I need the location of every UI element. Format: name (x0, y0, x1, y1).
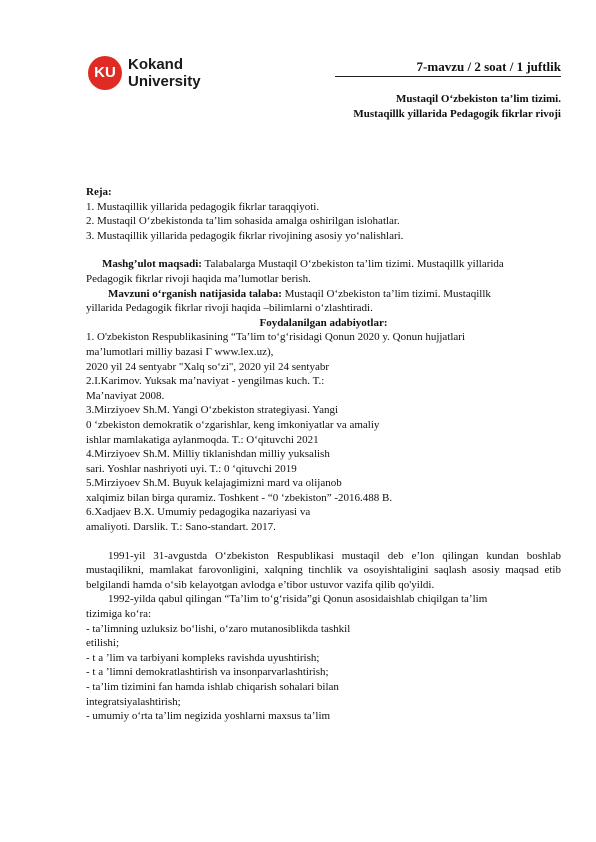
reja-item: 2. Mustaqil O‘zbekistonda ta’lim sohasida amalga oshirilgan islohatlar. (86, 215, 400, 228)
topic-label: 7-mavzu / 2 soat / 1 juftlik (416, 59, 561, 74)
title-line-1: Mustaqil O‘zbekiston ta’lim tizimi. (396, 93, 561, 105)
goal-text-2: Pedagogik fikrlar rivoji haqida ma’lumotlar berish. (86, 272, 311, 285)
document-body (86, 185, 561, 724)
logo-line1: Kokand (128, 56, 184, 73)
literature-line: 2.I.Karimov. Yuksak ma’naviyat - yengilmas kuch. T.: (86, 375, 325, 388)
spacer (86, 535, 561, 549)
bullet-line: - umumiy o‘rta ta’lim negizida yoshlarni maxsus ta’lim (86, 710, 331, 723)
literature-line: ishlar mamlakatiga aylanmoqda. T.: O‘qituvchi 2021 (86, 433, 319, 446)
reja-item: 1. Mustaqillik yillarida pedagogik fikrlar taraqqiyoti. (86, 200, 320, 213)
logo-mark: KU (94, 64, 116, 81)
literature-line: 0 ‘zbekiston demokratik o‘zgarishlar, keng imkoniyatlar va amaliy (86, 418, 380, 431)
header-rule (335, 76, 561, 77)
literature-line: 1. O'zbekiston Respublikasining “Ta’lim to‘g‘risidagi Qonun 2020 y. Qonun hujjatlari (86, 331, 466, 344)
bullet-line: integratsiyalashtirish; (86, 695, 181, 708)
bullet-line: - t a ’limni demokratlashtirish va insonparvarlashtirish; (86, 666, 329, 679)
literature-line: 6.Xadjaev B.X. Umumiy pedagogika nazariyasi va (86, 506, 311, 519)
goal-label: Mashg’ulot maqsadi: (102, 258, 202, 271)
goal-paragraph (86, 257, 561, 272)
university-logo (88, 52, 238, 96)
bullet-line: - ta’limning uzluksiz bo‘lishi, o‘zaro mutanosiblikda tashkil (86, 622, 351, 635)
literature-line: 2020 yil 24 sentyabr "Xalq so‘zi", 2020 yil 24 sentyabr (86, 360, 329, 373)
literature-line: sari. Yoshlar nashriyoti uyi. T.: 0 ‘qituvchi 2019 (86, 462, 297, 475)
title-line-2: Mustaqillk yillarida Pedagogik fikrlar rivoji (353, 108, 561, 120)
bullet-line: - t a ’lim va tarbiyani kompleks ravishda uyushtirish; (86, 651, 320, 664)
literature-line: 5.Mirziyoev Sh.M. Buyuk kelajagimizni mard va olijanob (86, 477, 342, 490)
outcome-label: Mavzuni o‘rganish natijasida talaba: (108, 287, 282, 300)
outcome-text-2: yillarida Pedagogik fikrlar rivoji haqida –bilimlarni o‘zlashtiradi. (86, 302, 373, 315)
paragraph-law-line-2: tizimiga ko‘ra: (86, 608, 152, 621)
literature-line: Ma’naviyat 2008. (86, 389, 165, 402)
literature-line: 4.Mirziyoev Sh.M. Milliy tiklanishdan milliy yuksalish (86, 448, 330, 461)
spacer (86, 243, 561, 257)
reja-label: Reja: (86, 186, 112, 198)
paragraph-independence: 1991-yil 31-avgustda O‘zbekiston Respublikasi mustaqil deb e’lon qilingan kundan boshlab mustaqilikni, mamlakat farovonligini, xalqning tinchlik va osoyishtaligini saqlash asosiy maqsad etib belgilandi hamda o‘sib kelayotgan avlodga e’tibor ustuvor vazifa qilib qo'yildi. (86, 549, 561, 591)
literature-line: xalqimiz bilan birga quramiz. Toshkent - “0 ‘zbekiston” -2016.488 B. (86, 491, 393, 504)
literature-line: amaliyoti. Darslik. T.: Sano-standart. 2017. (86, 521, 276, 534)
logo-line2: University (128, 73, 201, 90)
literature-label: Foydalanilgan adabiyotlar: (259, 316, 388, 329)
goal-text: Talabalarga Mustaqil O‘zbekiston ta’lim tizimi. Mustaqillk yillarida (201, 258, 504, 271)
document-title (300, 92, 561, 122)
outcome-text: Mustaqil O‘zbekiston ta’lim tizimi. Mustaqillk (281, 287, 491, 300)
literature-line: 3.Mirziyoev Sh.M. Yangi O‘zbekiston strategiyasi. Yangi (86, 404, 339, 417)
outcome-paragraph (86, 287, 561, 302)
bullet-line: etilishi; (86, 637, 119, 650)
bullet-line: - ta’lim tizimini fan hamda ishlab chiqarish sohalari bilan (86, 681, 339, 693)
paragraph-law-line-1: 1992-yilda qabul qilingan “Ta’lim to‘g‘risida”gi Qonun asosidaishlab chiqilgan ta’lim (108, 593, 488, 606)
literature-line: ma’lumotlari milliy bazasi Г www.lex.uz), (86, 345, 274, 358)
reja-item: 3. Mustaqillik yillarida pedagogik fikrlar rivojining asosiy yo‘nalishlari. (86, 229, 404, 242)
logo-text (128, 56, 201, 90)
